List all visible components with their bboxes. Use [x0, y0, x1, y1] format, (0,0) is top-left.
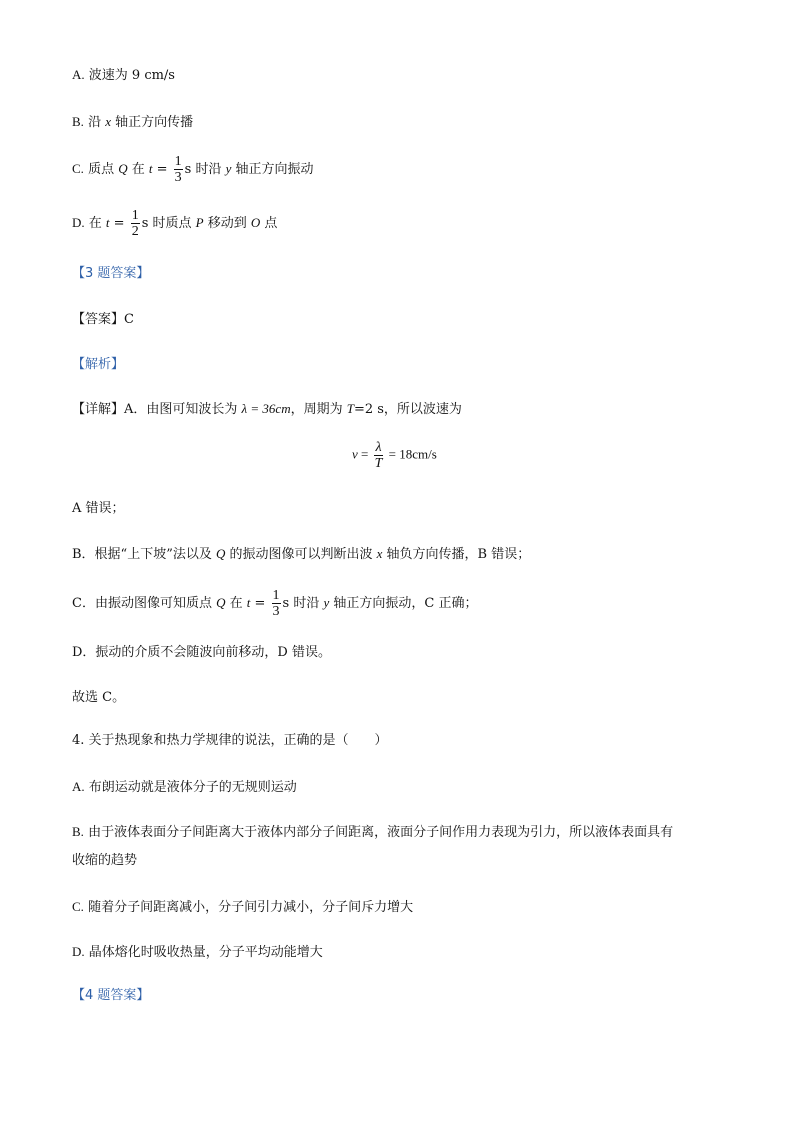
q3-option-b: B. 沿 x 轴正方向传播	[72, 114, 194, 130]
fraction: $\frac{1}{3}$	[174, 154, 182, 185]
q3-analysis-tag: 【解析】	[72, 357, 125, 372]
q4-option-d: D. 晶体熔化时吸收热量，分子平均动能增大	[72, 944, 323, 960]
q4-option-b: B. 由于液体表面分子间距离大于液体内部分子间距离，液面分子间作用力表现为引力，所以液体表面具有	[72, 824, 674, 840]
q4-option-c: C. 随着分子间距离减小，分子间引力减小，分子间斥力增大	[72, 899, 414, 915]
q4-option-b-cont: 收缩的趋势	[72, 853, 138, 868]
fraction: $\frac{\lambda}{T}$	[374, 440, 383, 471]
q3-detail-b: B．根据“上下坡”法以及 Q 的振动图像可以判断出波 x 轴负方向传播，B 错误；	[72, 546, 531, 562]
fraction: $\frac{1}{2}$	[131, 208, 139, 239]
wave-speed-formula: v = $\frac{\lambda}{T}$ = 18cm/s	[352, 440, 437, 471]
q3-answer-line: 【答案】C	[72, 312, 134, 327]
q3-choose: 故选 C。	[72, 690, 126, 705]
q3-option-a: A. 波速为 9 cm/s	[72, 67, 175, 83]
q3-detail-a: 【详解】A．由图可知波长为 λ = 36cm，周期为 T=2 s，所以波速为	[72, 401, 462, 417]
q3-answer-tag: 【3 题答案】	[72, 266, 150, 281]
q4-option-a: A. 布朗运动就是液体分子的无规则运动	[72, 779, 297, 795]
q4-answer-tag: 【4 题答案】	[72, 988, 150, 1003]
q3-a-wrong: A 错误；	[72, 501, 125, 516]
q3-detail-c: C．由振动图像可知质点 Q 在 t = $\frac{1}{3}$ s 时沿 y 轴正方向振动，C 正确；	[72, 588, 478, 619]
q3-option-c: C. 质点 Q 在 t = $\frac{1}{3}$ s 时沿 y 轴正方向振动	[72, 154, 314, 185]
q3-detail-d: D．振动的介质不会随波向前移动，D 错误。	[72, 645, 331, 660]
q4-stem: 4. 关于热现象和热力学规律的说法，正确的是（ ）	[72, 733, 388, 748]
fraction: $\frac{1}{3}$	[272, 588, 280, 619]
q3-option-d: D. 在 t = $\frac{1}{2}$ s 时质点 P 移动到 O 点	[72, 208, 278, 239]
